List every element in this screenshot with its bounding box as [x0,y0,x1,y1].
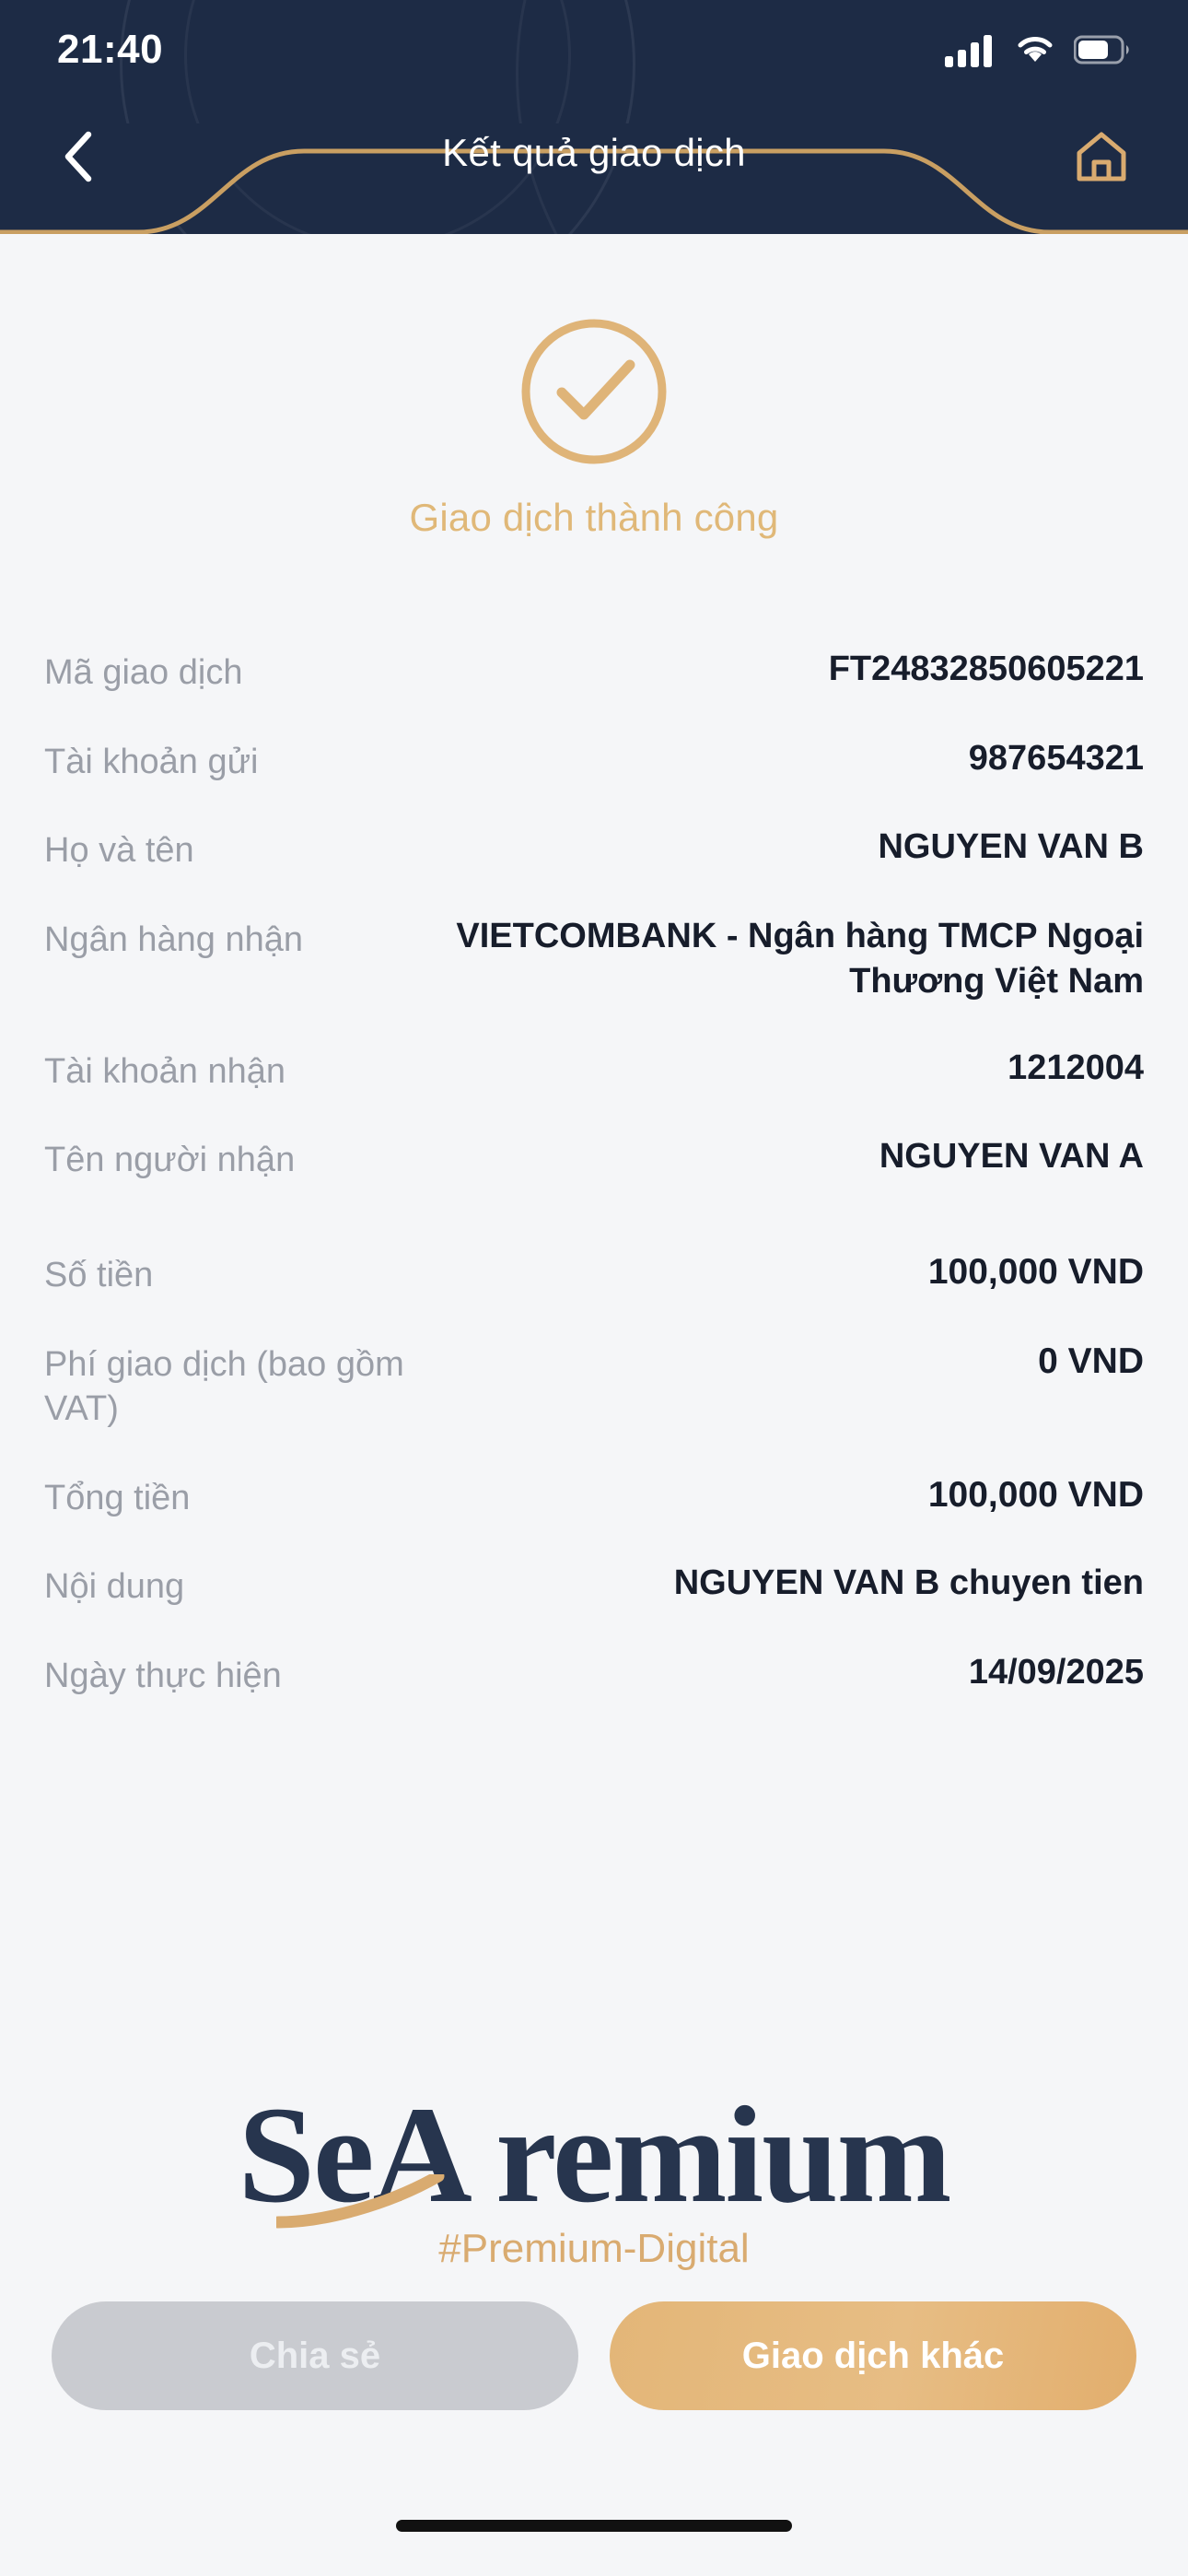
row-value: 14/09/2025 [968,1653,1144,1692]
row-key: Ngân hàng nhận [44,919,304,959]
row-key: Tài khoản gửi [44,742,259,781]
table-row [44,1318,1144,1452]
action-buttons [0,2301,1188,2410]
battery-icon [1074,35,1131,64]
table-row [44,1630,1144,1719]
row-value: NGUYEN VAN B [878,827,1144,867]
row-value: FT24832850605221 [828,650,1144,688]
row-value: 1212004 [1007,1048,1144,1087]
row-key: Tên người nhận [44,1141,296,1180]
status-indicators [945,32,1131,67]
row-key: Nội dung [44,1567,185,1607]
brand-swoosh-icon [276,2174,451,2230]
home-button[interactable] [1065,120,1138,193]
row-key: Tổng tiền [44,1478,191,1517]
row-value: 100,000 VND [927,1474,1144,1515]
page-title: Kết quả giao dịch [442,131,746,174]
transaction-details [0,626,1188,1719]
row-key: Mã giao dịch [44,653,243,692]
table-row [44,1452,1144,1541]
row-value: NGUYEN VAN A [879,1137,1144,1177]
table-row [44,626,1144,716]
table-row [44,894,1144,1025]
table-row [44,1540,1144,1630]
back-button[interactable] [42,120,116,193]
brand-wordmark: SeA remium [238,2078,950,2231]
status-bar [0,0,1188,100]
table-row [44,804,1144,894]
table-row [44,1114,1144,1203]
row-value: 100,000 VND [927,1251,1144,1292]
row-key: Tài khoản nhận [44,1051,285,1091]
check-circle-icon [516,313,672,470]
row-key: Số tiền [44,1255,154,1294]
home-indicator[interactable] [396,2520,792,2532]
success-block [0,313,1188,540]
table-row [44,1025,1144,1115]
row-value: 987654321 [968,738,1144,778]
row-value: 0 VND [1038,1341,1144,1381]
wifi-icon [1013,32,1057,67]
table-row [44,1229,1144,1318]
row-value: VIETCOMBANK - Ngân hàng TMCP Ngoại Thương Việt Nam [456,916,1144,1001]
status-time: 21:40 [57,27,164,72]
app-header [0,0,1188,234]
home-icon [1072,129,1131,184]
share-button[interactable]: Chia sẻ [52,2301,578,2410]
table-row [44,716,1144,805]
nav-bar [0,100,1188,210]
row-key: Phí giao dịch (bao gồm VAT) [44,1344,404,1429]
chevron-left-icon [59,129,99,184]
cellular-signal-icon [945,32,996,67]
brand-tagline: #Premium-Digital [438,2226,750,2271]
new-transaction-button[interactable]: Giao dịch khác [610,2301,1136,2410]
section-divider [44,1203,1144,1229]
brand-watermark [0,2078,1188,2273]
success-label: Giao dịch thành công [409,496,779,539]
row-value: NGUYEN VAN B chuyen tien [673,1563,1144,1603]
row-key: Ngày thực hiện [44,1657,282,1696]
row-key: Họ và tên [44,831,194,871]
